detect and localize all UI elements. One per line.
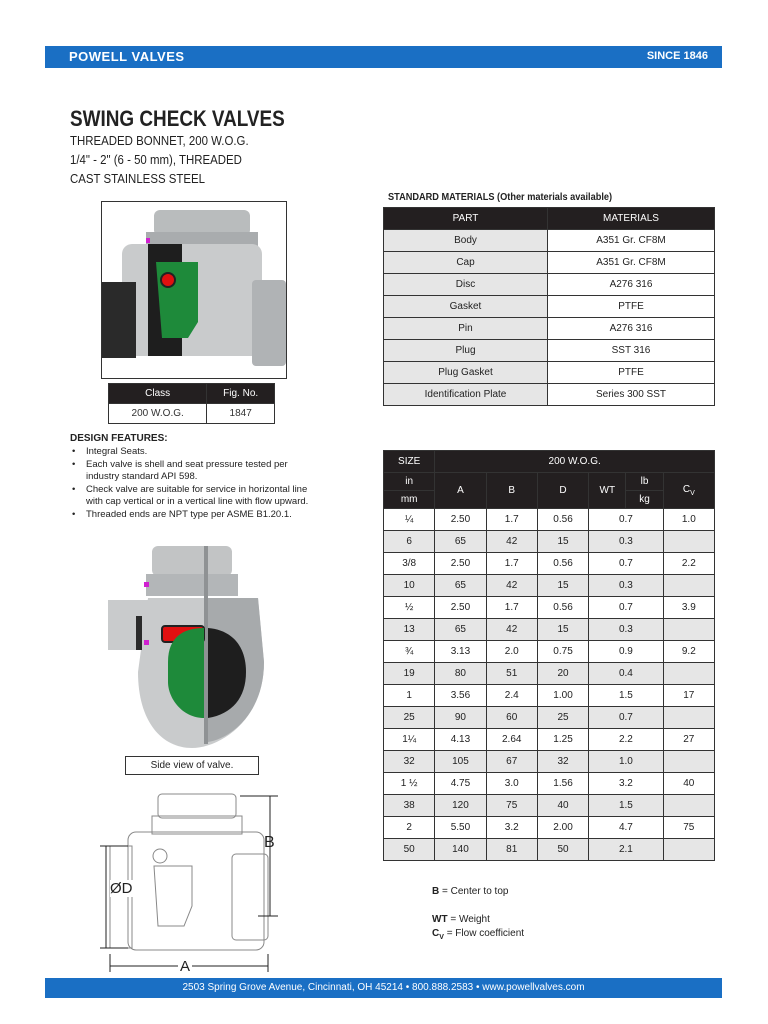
a-cell: 140	[435, 839, 486, 861]
design-features-list	[70, 446, 320, 521]
size-cell: 6	[384, 531, 435, 553]
cv-cell: 27	[663, 729, 714, 751]
b-cell: 60	[486, 707, 537, 729]
size-cell: 1	[384, 685, 435, 707]
d-cell: 25	[537, 707, 588, 729]
part-cell: Cap	[384, 252, 548, 274]
table-row	[384, 619, 715, 641]
material-cell: PTFE	[548, 362, 715, 384]
wt-cell: 1.0	[589, 751, 663, 773]
part-cell: Gasket	[384, 296, 548, 318]
cv-cell: 75	[663, 817, 714, 839]
d-cell: 15	[537, 531, 588, 553]
d-cell: 32	[537, 751, 588, 773]
valve-cutaway-image	[101, 201, 287, 379]
note-b-text: = Center to top	[442, 886, 509, 897]
cv-cell	[663, 795, 714, 817]
b-cell: 2.4	[486, 685, 537, 707]
b-cell: 42	[486, 619, 537, 641]
brand-logo: POWELL VALVES	[69, 49, 185, 64]
note-b	[432, 886, 508, 897]
size-cell: 2	[384, 817, 435, 839]
wt-cell: 2.1	[589, 839, 663, 861]
fig-no-value: 1847	[207, 404, 275, 424]
b-cell: 1.7	[486, 553, 537, 575]
a-cell: 3.13	[435, 641, 486, 663]
b-cell: 1.7	[486, 597, 537, 619]
b-cell: 81	[486, 839, 537, 861]
wt-cell: 0.3	[589, 531, 663, 553]
dimension-d-label: ØD	[110, 880, 133, 897]
size-cell: 10	[384, 575, 435, 597]
material-cell: A276 316	[548, 318, 715, 340]
wt-cell: 1.5	[589, 685, 663, 707]
a-cell: 2.50	[435, 509, 486, 531]
cv-main: C	[682, 484, 691, 495]
wt-cell: 3.2	[589, 773, 663, 795]
dimensions-table	[383, 450, 715, 861]
table-row	[384, 230, 715, 252]
subtitle-line: CAST STAINLESS STEEL	[70, 171, 205, 186]
cv-cell	[663, 839, 714, 861]
wt-cell: 0.7	[589, 597, 663, 619]
subtitle-line: THREADED BONNET, 200 W.O.G.	[70, 133, 249, 148]
note-b-key: B	[432, 886, 440, 897]
d-cell: 1.00	[537, 685, 588, 707]
valve-side-view-image	[108, 542, 273, 750]
size-cell: 3/8	[384, 553, 435, 575]
material-cell: Series 300 SST	[548, 384, 715, 406]
dimension-b-label: B	[264, 834, 275, 851]
table-row	[384, 318, 715, 340]
note-cv-text: = Flow coefficient	[446, 928, 525, 939]
class-table	[108, 383, 275, 424]
a-cell: 2.50	[435, 597, 486, 619]
b-cell: 42	[486, 531, 537, 553]
b-cell: 51	[486, 663, 537, 685]
col-d-header: D	[537, 473, 588, 509]
wt-cell: 0.7	[589, 553, 663, 575]
cv-sub: V	[690, 490, 695, 497]
d-cell: 1.25	[537, 729, 588, 751]
a-cell: 80	[435, 663, 486, 685]
valve-side-illustration	[108, 542, 273, 750]
cv-cell	[663, 531, 714, 553]
b-cell: 42	[486, 575, 537, 597]
table-row	[384, 773, 715, 795]
a-cell: 3.56	[435, 685, 486, 707]
part-cell: Plug Gasket	[384, 362, 548, 384]
note-wt-key: WT	[432, 914, 448, 925]
d-cell: 15	[537, 575, 588, 597]
list-item: • Threaded ends are NPT type per ASME B1.20.1.	[70, 509, 320, 522]
table-row	[384, 751, 715, 773]
wt-cell: 0.3	[589, 575, 663, 597]
size-cell: 1 ½	[384, 773, 435, 795]
materials-header: MATERIALS	[548, 208, 715, 230]
b-cell: 2.64	[486, 729, 537, 751]
size-cell: ¼	[384, 509, 435, 531]
material-cell: A276 316	[548, 274, 715, 296]
a-cell: 65	[435, 575, 486, 597]
wt-cell: 0.7	[589, 509, 663, 531]
header-bar	[45, 46, 722, 68]
d-cell: 2.00	[537, 817, 588, 839]
list-item: • Check valve are suitable for service in horizontal line with cap vertical or in a vertical line with flow upward.	[70, 484, 320, 509]
lb-header: lb	[626, 473, 663, 491]
cv-cell	[663, 751, 714, 773]
table-row	[384, 340, 715, 362]
size-cell: 38	[384, 795, 435, 817]
b-cell: 2.0	[486, 641, 537, 663]
b-cell: 3.0	[486, 773, 537, 795]
wt-cell: 2.2	[589, 729, 663, 751]
class-value: 200 W.O.G.	[109, 404, 207, 424]
d-cell: 1.56	[537, 773, 588, 795]
size-cell: 32	[384, 751, 435, 773]
mm-header: mm	[384, 491, 435, 509]
footer-bar: 2503 Spring Grove Avenue, Cincinnati, OH 45214 • 800.888.2583 • www.powellvalves.com	[45, 978, 722, 998]
fig-no-header: Fig. No.	[207, 384, 275, 404]
note-cv-sub: V	[439, 934, 444, 941]
wt-cell: 0.3	[589, 619, 663, 641]
a-cell: 65	[435, 619, 486, 641]
cv-cell: 3.9	[663, 597, 714, 619]
note-cv-key: C	[432, 928, 440, 939]
valve-cutaway-illustration	[102, 202, 286, 378]
wt-cell: 0.7	[589, 707, 663, 729]
table-row	[384, 384, 715, 406]
kg-header: kg	[626, 491, 663, 509]
design-features-heading: DESIGN FEATURES:	[70, 433, 168, 444]
table-row	[384, 729, 715, 751]
cv-cell: 9.2	[663, 641, 714, 663]
d-cell: 0.75	[537, 641, 588, 663]
material-cell: PTFE	[548, 296, 715, 318]
part-cell: Identification Plate	[384, 384, 548, 406]
note-cv	[432, 928, 524, 941]
col-cv-header	[663, 473, 714, 509]
since-label: SINCE 1846	[646, 50, 708, 62]
wt-cell: 0.4	[589, 663, 663, 685]
materials-heading	[388, 192, 612, 203]
table-row	[384, 685, 715, 707]
in-header: in	[384, 473, 435, 491]
table-row	[384, 531, 715, 553]
a-cell: 105	[435, 751, 486, 773]
page-title: SWING CHECK VALVES	[70, 106, 285, 131]
a-cell: 5.50	[435, 817, 486, 839]
size-cell: 1¼	[384, 729, 435, 751]
table-row	[384, 663, 715, 685]
cv-cell	[663, 575, 714, 597]
table-row	[384, 575, 715, 597]
table-row	[384, 795, 715, 817]
a-cell: 4.13	[435, 729, 486, 751]
table-row	[384, 274, 715, 296]
side-view-caption: Side view of valve.	[125, 756, 259, 775]
col-b-header: B	[486, 473, 537, 509]
table-row	[384, 839, 715, 861]
part-cell: Disc	[384, 274, 548, 296]
b-cell: 3.2	[486, 817, 537, 839]
table-row	[384, 362, 715, 384]
table-row	[384, 597, 715, 619]
cv-cell: 40	[663, 773, 714, 795]
col-a-header: A	[435, 473, 486, 509]
a-cell: 4.75	[435, 773, 486, 795]
wt-cell: 0.9	[589, 641, 663, 663]
d-cell: 40	[537, 795, 588, 817]
class-header: Class	[109, 384, 207, 404]
d-cell: 20	[537, 663, 588, 685]
table-row	[384, 641, 715, 663]
cv-cell: 2.2	[663, 553, 714, 575]
size-cell: 25	[384, 707, 435, 729]
size-cell: ¾	[384, 641, 435, 663]
table-row	[384, 707, 715, 729]
a-cell: 2.50	[435, 553, 486, 575]
size-cell: 13	[384, 619, 435, 641]
d-cell: 50	[537, 839, 588, 861]
cv-cell	[663, 619, 714, 641]
list-item: • Integral Seats.	[70, 446, 320, 459]
cv-cell: 17	[663, 685, 714, 707]
materials-heading-main: STANDARD MATERIALS	[388, 192, 495, 203]
b-cell: 67	[486, 751, 537, 773]
d-cell: 0.56	[537, 553, 588, 575]
materials-table	[383, 207, 715, 406]
materials-heading-note: (Other materials available)	[497, 192, 613, 203]
part-cell: Plug	[384, 340, 548, 362]
d-cell: 15	[537, 619, 588, 641]
size-cell: 50	[384, 839, 435, 861]
note-wt-text: = Weight	[450, 914, 490, 925]
material-cell: SST 316	[548, 340, 715, 362]
wt-cell: 4.7	[589, 817, 663, 839]
part-cell: Pin	[384, 318, 548, 340]
size-header: SIZE	[384, 451, 435, 473]
material-cell: A351 Gr. CF8M	[548, 252, 715, 274]
part-header: PART	[384, 208, 548, 230]
a-cell: 120	[435, 795, 486, 817]
table-row	[384, 509, 715, 531]
table-row	[384, 252, 715, 274]
list-item: • Each valve is shell and seat pressure tested per industry standard API 598.	[70, 459, 320, 484]
b-cell: 1.7	[486, 509, 537, 531]
table-row	[384, 553, 715, 575]
col-wt-header: WT	[589, 473, 626, 509]
cv-cell	[663, 663, 714, 685]
dimension-a-label: A	[180, 958, 191, 975]
dimension-drawing	[100, 786, 290, 976]
d-cell: 0.56	[537, 509, 588, 531]
a-cell: 65	[435, 531, 486, 553]
pressure-header: 200 W.O.G.	[435, 451, 715, 473]
a-cell: 90	[435, 707, 486, 729]
wt-cell: 1.5	[589, 795, 663, 817]
cv-cell: 1.0	[663, 509, 714, 531]
size-cell: ½	[384, 597, 435, 619]
material-cell: A351 Gr. CF8M	[548, 230, 715, 252]
table-row	[384, 296, 715, 318]
table-row	[384, 817, 715, 839]
part-cell: Body	[384, 230, 548, 252]
subtitle-line: 1/4" - 2" (6 - 50 mm), THREADED	[70, 152, 242, 167]
size-cell: 19	[384, 663, 435, 685]
cv-cell	[663, 707, 714, 729]
b-cell: 75	[486, 795, 537, 817]
note-wt	[432, 914, 490, 925]
d-cell: 0.56	[537, 597, 588, 619]
